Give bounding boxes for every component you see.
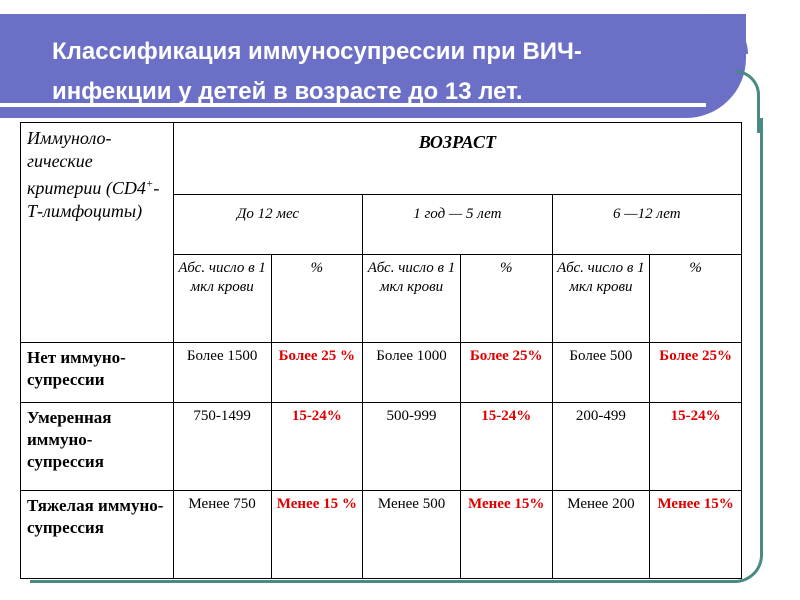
table-cell-percent: Менее 15% [460,491,552,579]
table-row [21,343,742,403]
table-cell: 500-999 [363,403,461,491]
table-cell: Менее 750 [173,491,271,579]
row-label: Нет иммуно-супрессии [21,343,174,403]
table-cell-percent: Более 25% [460,343,552,403]
slide-title-line-1: Классификация иммуносупрессии при ВИЧ- [52,38,582,65]
table-cell: Менее 200 [552,491,650,579]
unit-header: % [271,255,363,343]
table-row [21,403,742,491]
criteria-header-text-b: -Т-лимфоциты) [27,178,160,221]
table-cell-percent: Менее 15 % [271,491,363,579]
row-label: Умеренная иммуно-супрессия [21,403,174,491]
table-cell: Более 500 [552,343,650,403]
table-row [21,491,742,579]
table-cell-percent: 15-24% [650,403,742,491]
criteria-header [21,123,174,343]
unit-header: Абс. число в 1 мкл крови [552,255,650,343]
age-group-header: До 12 мес [173,195,362,255]
classification-table [20,122,742,579]
table-cell-percent: Более 25% [650,343,742,403]
criteria-header-text-a: Иммуноло-гические критерии (CD4 [27,128,146,198]
table-cell-percent: 15-24% [271,403,363,491]
table-cell-percent: Менее 15% [650,491,742,579]
unit-header: Абс. число в 1 мкл крови [173,255,271,343]
unit-header: Абс. число в 1 мкл крови [363,255,461,343]
table-cell: Более 1000 [363,343,461,403]
age-group-header: 1 год — 5 лет [363,195,552,255]
table-cell: 200-499 [552,403,650,491]
row-label: Тяжелая иммуно-супрессия [21,491,174,579]
unit-header: % [460,255,552,343]
table-cell-percent: Более 25 % [271,343,363,403]
unit-header: % [650,255,742,343]
table-cell: 750-1499 [173,403,271,491]
slide-title-line-2: инфекции у детей в возрасте до 13 лет. [52,78,523,105]
age-group-header: 6 —12 лет [552,195,741,255]
age-header: ВОЗРАСТ [173,123,741,195]
table-cell: Более 1500 [173,343,271,403]
table-cell-percent: 15-24% [460,403,552,491]
slide-title [52,32,692,112]
criteria-header-sup: + [145,178,154,190]
table-cell: Менее 500 [363,491,461,579]
